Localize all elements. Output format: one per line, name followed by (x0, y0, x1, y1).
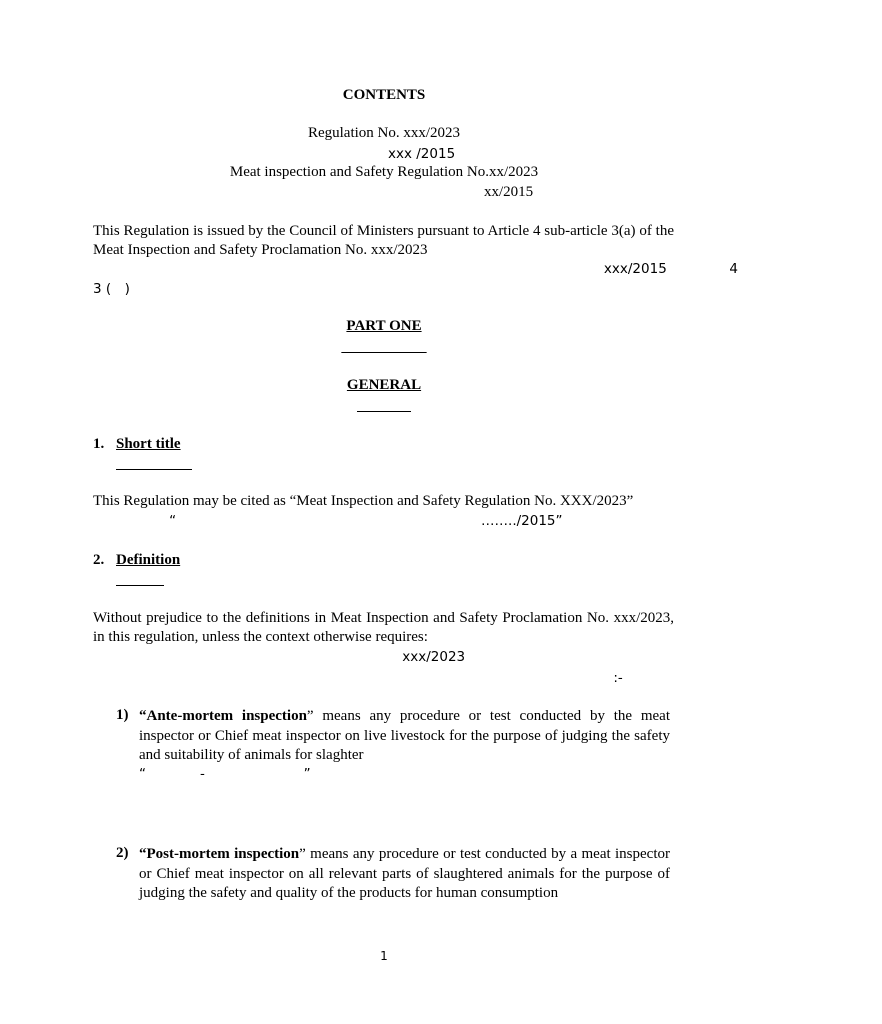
general-heading-am (0, 398, 768, 414)
section-1-rule (116, 469, 192, 470)
definition-1-am-tail (308, 806, 335, 822)
regulation-name-en: Meat inspection and Safety Regulation No.xx/2023 (229, 164, 539, 180)
definition-1-am-term: “ - ” (139, 766, 724, 782)
preamble-am-line-1: xxx/2015 4 (102, 261, 842, 277)
definition-1-body: ” means any procedure or test conducted by the meat inspector or Chief meat inspector on live livestock for the purpose of judging the safety and suitability of animals for slaghter (139, 708, 670, 763)
section-1-text-en: This Regulation may be cited as “Meat Inspection and Safety Regulation No. XXX/2023” (93, 493, 634, 509)
definition-2-number: 2) (116, 845, 129, 861)
regulation-name-am: xx/2015 (484, 184, 534, 200)
definition-1-term: “Ante-mortem inspection (139, 708, 307, 724)
regulation-number-en: Regulation No. xxx/2023 (307, 125, 461, 141)
section-2-heading: Definition (116, 552, 181, 568)
definition-1-text (139, 707, 670, 766)
definition-2-text (139, 845, 670, 904)
section-1-text-am: “ ……../2015” (93, 513, 765, 529)
section-2-text-en: Without prejudice to the definitions in Meat Inspection and Safety Proclamation No. xxx/2023, in this regulation, unless the context otherwise requires: (93, 610, 674, 645)
section-2-number: 2. (93, 552, 105, 568)
section-1-heading: Short title (116, 436, 181, 452)
contents-title: CONTENTS (342, 87, 426, 103)
definition-2-body: ” means any procedure or test conducted by a meat inspector or Chief meat inspector on all relevant parts of slaughtered animals for the purpose of judging the safety and quality of the products for human consumption (139, 846, 670, 901)
page-number: 1 (380, 949, 388, 963)
preamble-am-line-2: 3 ( ) (93, 281, 422, 297)
preamble-en: This Regulation is issued by the Council of Ministers pursuant to Article 4 sub-article 3(a) of the Meat Inspection and Safety Proclamation No. xxx/2023 (93, 223, 674, 258)
section-1-number: 1. (93, 436, 105, 452)
general-heading: GENERAL (346, 377, 422, 393)
definition-2-term: “Post-mortem inspection (139, 846, 300, 862)
definition-1-number: 1) (116, 707, 129, 723)
part-one-heading: PART ONE (346, 318, 422, 334)
section-2-text-am-line-1: xxx/2023 (93, 649, 882, 665)
regulation-number-am: xxx /2015 (388, 146, 456, 162)
section-2-text-am-line-2: :- (93, 670, 623, 686)
section-2-rule (116, 585, 164, 586)
part-one-heading-am (0, 339, 768, 355)
definition-1-am-line (139, 787, 830, 803)
